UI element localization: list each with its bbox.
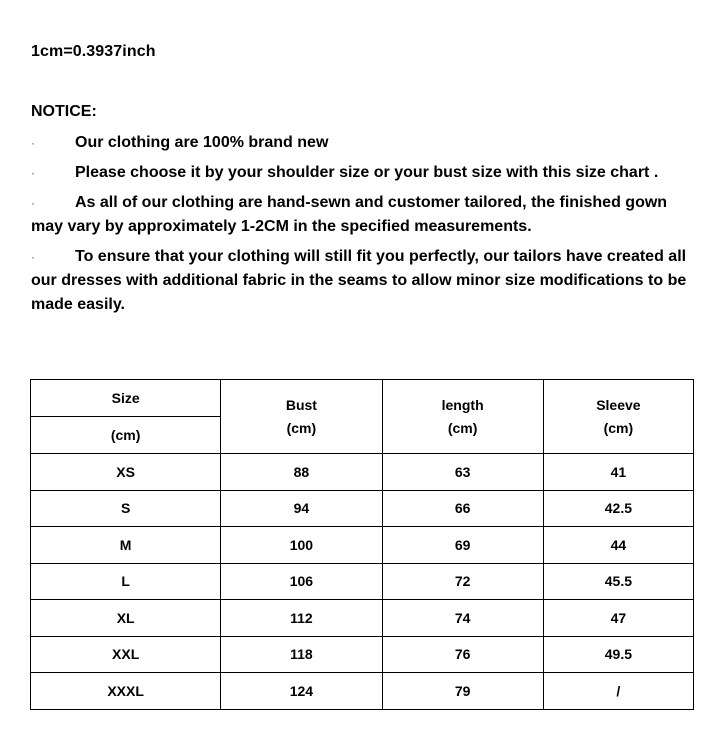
cell-length: 72 [382, 563, 543, 600]
bullet-icon: · [31, 136, 35, 150]
cell-length: 79 [382, 673, 543, 710]
cell-length: 76 [382, 636, 543, 673]
header-sleeve [543, 380, 693, 454]
header-length-unit: (cm) [447, 419, 478, 436]
notice-list [31, 131, 695, 323]
notice-item-text: To ensure that your clothing will still fit you perfectly, our tailors have created all our dresses with additional fabric in the seams to allow minor size modifications to be made easily. [31, 248, 687, 313]
table-header-row [31, 380, 694, 417]
table-row [31, 454, 694, 491]
header-size: Size [31, 380, 221, 417]
cell-size: XL [31, 600, 221, 637]
notice-item [31, 245, 695, 317]
header-sleeve-unit: (cm) [603, 419, 634, 436]
table-row [31, 563, 694, 600]
cell-length: 66 [382, 490, 543, 527]
cell-size: XXL [31, 636, 221, 673]
cell-bust: 100 [221, 527, 382, 564]
notice-heading: NOTICE: [31, 103, 97, 120]
cell-size: XS [31, 454, 221, 491]
header-bust-label: Bust [285, 396, 317, 413]
notice-item-text: Our clothing are 100% brand new [75, 134, 329, 151]
header-length-label: length [441, 396, 484, 413]
table-row [31, 600, 694, 637]
cell-size: L [31, 563, 221, 600]
cell-length: 74 [382, 600, 543, 637]
cell-bust: 112 [221, 600, 382, 637]
cell-sleeve: / [543, 673, 693, 710]
cell-length: 63 [382, 454, 543, 491]
cell-bust: 118 [221, 636, 382, 673]
notice-item-text: Please choose it by your shoulder size or your bust size with this size chart . [75, 164, 659, 181]
header-size-unit: (cm) [31, 417, 221, 454]
notice-item [31, 191, 695, 239]
cell-sleeve: 42.5 [543, 490, 693, 527]
notice-item [31, 131, 695, 155]
cell-bust: 88 [221, 454, 382, 491]
bullet-icon: · [31, 166, 35, 180]
size-chart-table [30, 379, 694, 710]
cell-size: XXXL [31, 673, 221, 710]
table-row [31, 636, 694, 673]
cell-sleeve: 41 [543, 454, 693, 491]
header-bust-unit: (cm) [286, 419, 317, 436]
cell-sleeve: 45.5 [543, 563, 693, 600]
cell-bust: 94 [221, 490, 382, 527]
table-row [31, 490, 694, 527]
cell-size: S [31, 490, 221, 527]
cell-sleeve: 47 [543, 600, 693, 637]
cell-size: M [31, 527, 221, 564]
cell-bust: 106 [221, 563, 382, 600]
header-bust [221, 380, 382, 454]
unit-conversion: 1cm=0.3937inch [31, 43, 156, 60]
table-row [31, 673, 694, 710]
header-length [382, 380, 543, 454]
cell-length: 69 [382, 527, 543, 564]
cell-sleeve: 44 [543, 527, 693, 564]
notice-item-text: As all of our clothing are hand-sewn and customer tailored, the finished gown may vary by approximately 1-2CM in the specified measurements. [31, 194, 668, 235]
notice-item [31, 161, 695, 185]
cell-sleeve: 49.5 [543, 636, 693, 673]
table-row [31, 527, 694, 564]
bullet-icon: · [31, 250, 35, 264]
bullet-icon: · [31, 196, 35, 210]
header-sleeve-label: Sleeve [596, 396, 641, 413]
cell-bust: 124 [221, 673, 382, 710]
